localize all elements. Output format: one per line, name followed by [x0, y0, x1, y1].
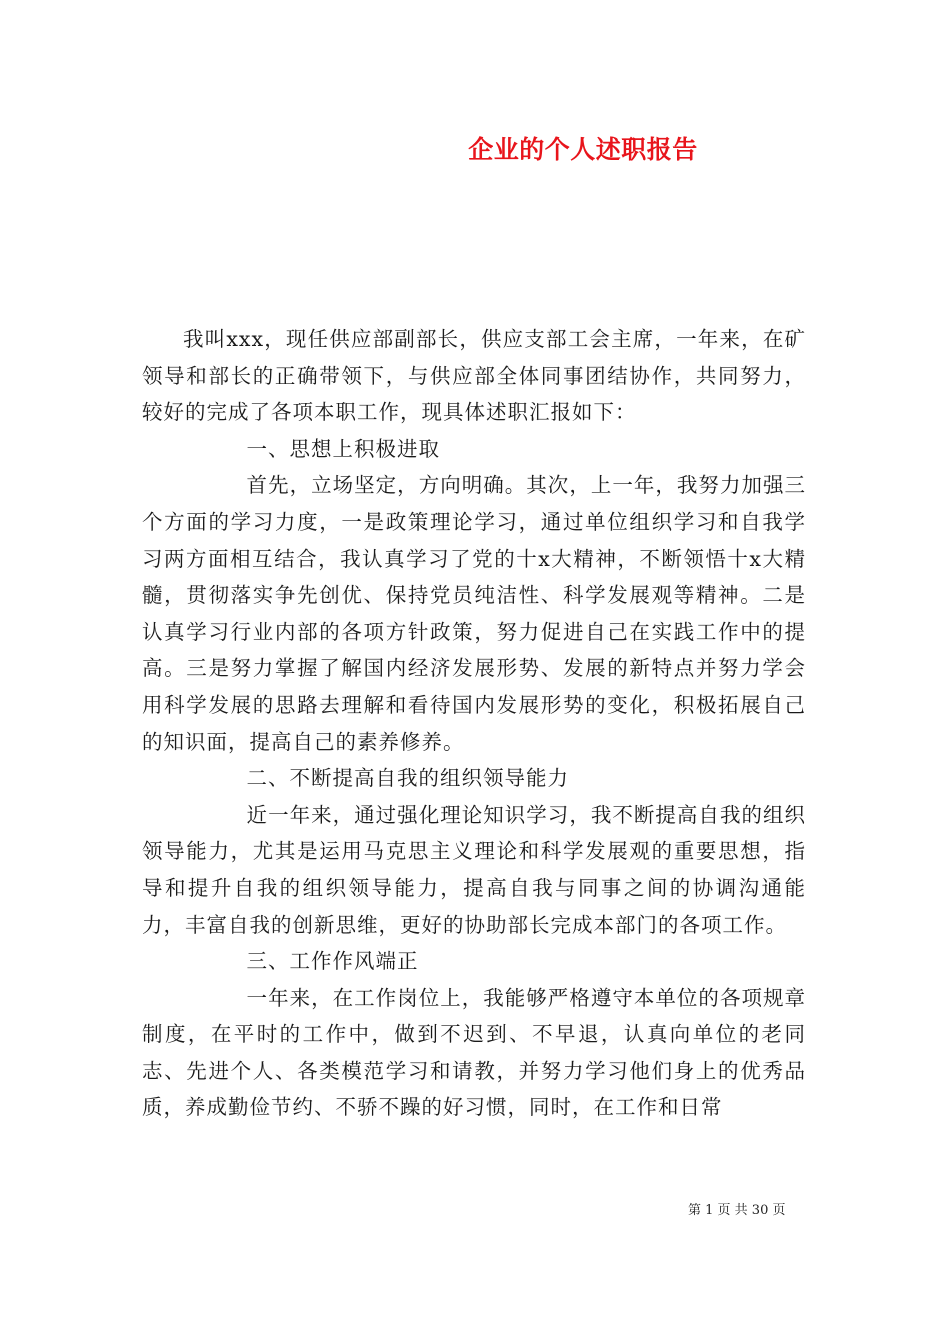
document-body — [142, 321, 806, 1126]
section-heading-1: 一、思想上积极进取 — [246, 436, 441, 461]
section-1-paragraph: 首先，立场坚定，方向明确。其次，上一年，我努力加强三个方面的学习力度，一是政策理论学习，通过单位组织学习和自我学习两方面相互结合，我认真学习了党的十x大精神，不断领悟十x大精髓，贯彻落实争先创优、保持党员纯洁性、科学发展观等精神。二是认真学习行业内部的各项方针政策，努力促进自己在实践工作中的提高。三是努力掌握了解国内经济发展形势、发展的新特点并努力学会用科学发展的思路去理解和看待国内发展形势的变化，积极拓展自己的知识面，提高自己的素养修养。 — [142, 473, 806, 754]
section-heading-2: 二、不断提高自我的组织领导能力 — [246, 766, 570, 791]
section-3-paragraph: 一年来，在工作岗位上，我能够严格遵守本单位的各项规章制度，在平时的工作中，做到不迟到、不早退，认真向单位的老同志、先进个人、各类模范学习和请教，并努力学习他们身上的优秀品质，养成勤俭节约、不骄不躁的好习惯，同时，在工作和日常 — [142, 985, 806, 1120]
document-title-text: 企业的个人述职报告 — [468, 135, 698, 164]
document-title — [0, 130, 950, 170]
intro-paragraph: 我叫xxx，现任供应部副部长，供应支部工会主席，一年来，在矿领导和部长的正确带领下，与供应部全体同事团结协作，共同努力，较好的完成了各项本职工作，现具体述职汇报如下： — [142, 327, 806, 425]
section-heading-3: 三、工作作风端正 — [246, 949, 419, 974]
page-number-footer: 第 1 页 共 30 页 — [688, 1203, 786, 1218]
section-2-paragraph: 近一年来，通过强化理论知识学习，我不断提高自我的组织领导能力，尤其是运用马克思主义理论和科学发展观的重要思想，指导和提升自我的组织领导能力，提高自我与同事之间的协调沟通能力，丰富自我的创新思维，更好的协助部长完成本部门的各项工作。 — [142, 802, 806, 937]
